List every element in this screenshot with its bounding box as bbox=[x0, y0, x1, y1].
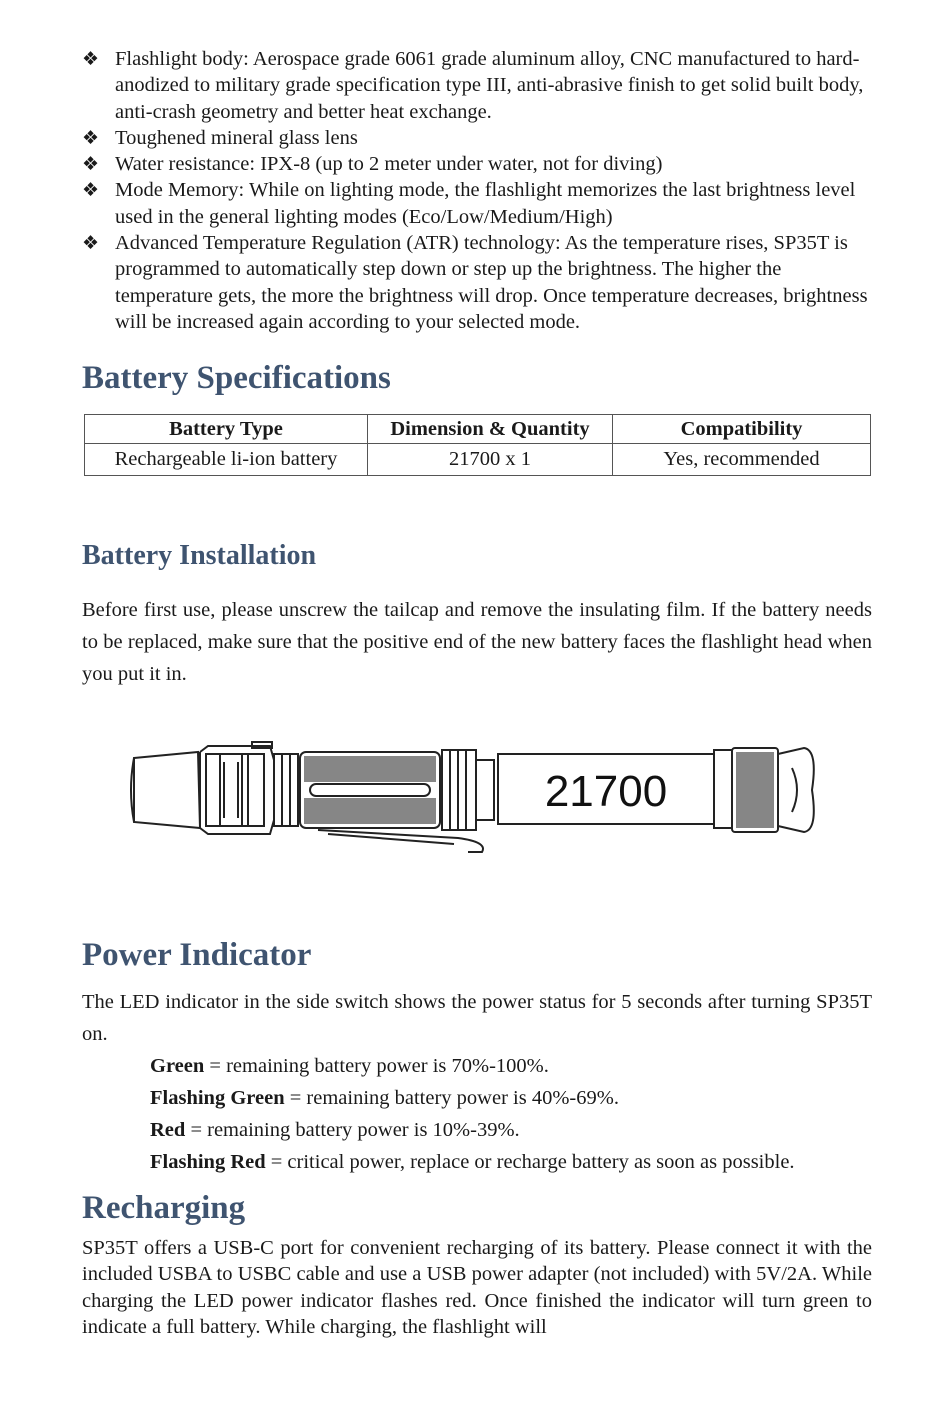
diamond-bullet-icon: ❖ bbox=[82, 126, 100, 149]
battery-spec-table bbox=[84, 414, 871, 476]
battery-specs-heading: Battery Specifications bbox=[82, 360, 391, 397]
table-cell: 21700 x 1 bbox=[368, 444, 613, 476]
power-indicator-intro: The LED indicator in the side switch shows the power status for 5 seconds after turning SP35T on. bbox=[82, 991, 872, 1045]
list-item: ❖ Toughened mineral glass lens bbox=[82, 125, 872, 151]
diamond-bullet-icon: ❖ bbox=[82, 232, 100, 255]
diamond-bullet-icon: ❖ bbox=[82, 48, 100, 70]
list-item: ❖ Mode Memory: While on lighting mode, the flashlight memorizes the last brightness level used in the general lighting modes (Eco/Low/Medium/High) bbox=[82, 179, 856, 228]
power-indicator-heading: Power Indicator bbox=[82, 937, 312, 973]
column-header: Dimension & Quantity bbox=[368, 415, 613, 444]
installation-paragraph: Before first use, please unscrew the tailcap and remove the insulating film. If the battery needs to be replaced, make sure that the positive end of the new battery faces the flashlight head when you put it in. bbox=[82, 599, 872, 686]
list-item: ❖ Water resistance: IPX-8 (up to 2 meter under water, not for diving) bbox=[82, 151, 872, 177]
recharging-heading: Recharging bbox=[82, 1190, 246, 1226]
table-cell: Rechargeable li-ion battery bbox=[85, 444, 368, 476]
column-header: Battery Type bbox=[85, 415, 368, 444]
list-item: Red = remaining battery power is 10%-39%. bbox=[150, 1119, 520, 1141]
table-cell: Yes, recommended bbox=[613, 444, 871, 476]
column-header: Compatibility bbox=[613, 415, 871, 444]
table-header-row bbox=[85, 415, 871, 444]
list-item: Flashing Green = remaining battery power is 40%-69%. bbox=[150, 1087, 619, 1109]
document-page bbox=[82, 44, 872, 690]
diamond-bullet-icon: ❖ bbox=[82, 179, 100, 202]
indicator-list bbox=[82, 1050, 872, 1178]
power-indicator-section bbox=[82, 937, 872, 1340]
recharging-paragraph: SP35T offers a USB-C port for convenient recharging of its battery. Please connect it with the included USBA to USBC cable and use a USB power adapter (not included) with 5V/2A. While charging the LED power indicator flashes red. Once finished the indicator will turn green to indicate a full battery. While charging, the flashlight will bbox=[82, 1237, 872, 1338]
table-row bbox=[85, 444, 871, 476]
list-item: Flashing Red = critical power, replace or recharge battery as soon as possible. bbox=[150, 1151, 795, 1173]
list-item: ❖ Advanced Temperature Regulation (ATR) technology: As the temperature rises, SP35T is programmed to automatically step down or step up the brightness. The higher the temperature gets, the more the brightness will drop. Once temperature decreases, brightness will be increased again according to your selected mode. bbox=[82, 232, 868, 333]
flashlight-battery-diagram bbox=[128, 740, 818, 868]
list-item: ❖ Flashlight body: Aerospace grade 6061 grade aluminum alloy, CNC manufactured to hard-anodized to military grade specification type III, anti-abrasive finish to get solid built body, anti-crash geometry and better heat exchange. bbox=[82, 48, 864, 123]
list-item: Green = remaining battery power is 70%-100%. bbox=[150, 1055, 549, 1077]
feature-list bbox=[82, 46, 872, 335]
diamond-bullet-icon: ❖ bbox=[82, 153, 100, 176]
battery-label: 21700 bbox=[544, 767, 668, 816]
battery-installation-heading: Battery Installation bbox=[82, 540, 317, 572]
